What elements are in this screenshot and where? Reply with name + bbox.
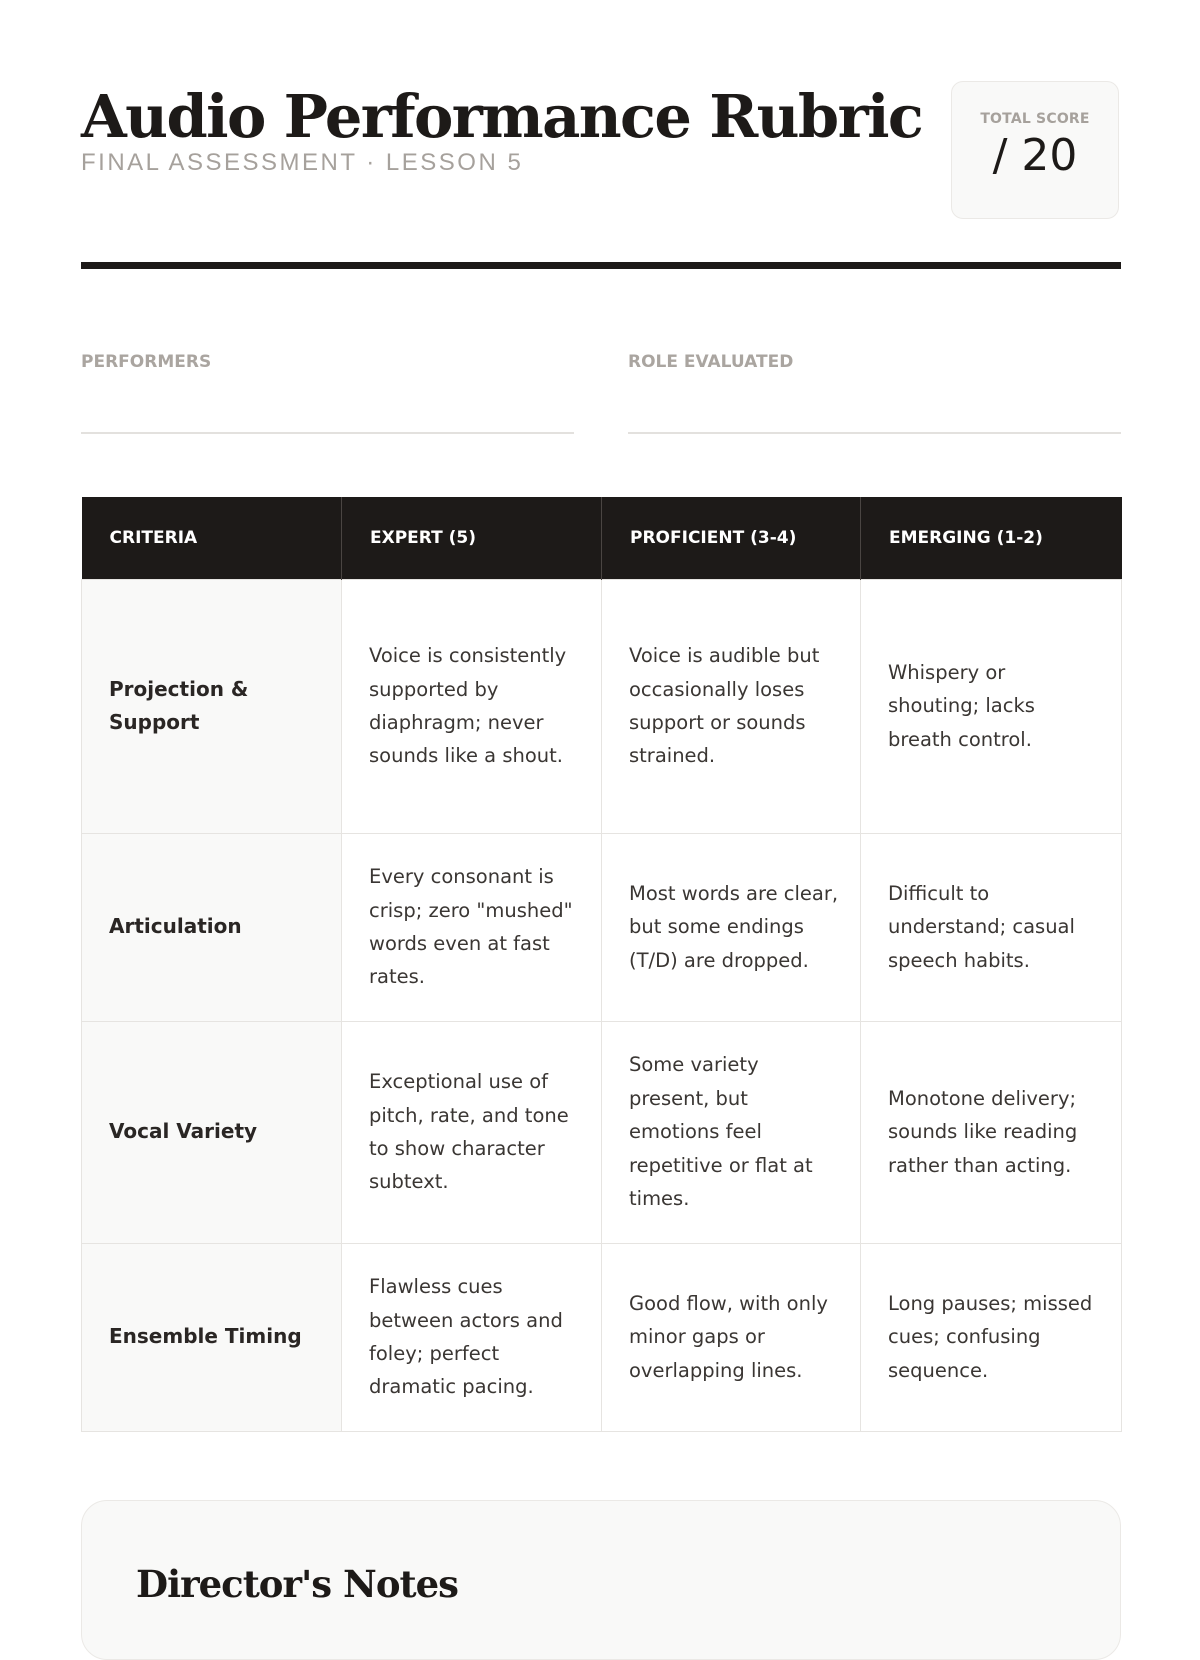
expert-cell: Every consonant is crisp; zero "mushed" words even at fast rates.	[342, 833, 602, 1021]
role-label: ROLE EVALUATED	[628, 352, 794, 372]
rubric-page	[81, 0, 1121, 1606]
criterion-cell: Projection & Support	[82, 579, 342, 833]
expert-cell: Voice is consistently supported by diaphragm; never sounds like a shout.	[342, 579, 602, 833]
table-row	[82, 579, 1122, 833]
page-title: Audio Performance Rubric	[81, 82, 923, 151]
table-row	[82, 1021, 1122, 1243]
proficient-cell: Some variety present, but emotions feel repetitive or flat at times.	[602, 1021, 861, 1243]
performers-field	[81, 350, 574, 434]
role-input[interactable]	[628, 402, 1121, 434]
directors-notes-title: Director's Notes	[136, 1562, 458, 1606]
total-score-box	[951, 81, 1119, 219]
rubric-table	[81, 497, 1122, 1432]
column-header-proficient: PROFICIENT (3-4)	[602, 497, 861, 579]
emerging-cell: Monotone delivery; sounds like reading rather than acting.	[861, 1021, 1122, 1243]
table-row	[82, 833, 1122, 1021]
criterion-cell: Vocal Variety	[82, 1021, 342, 1243]
total-score-value: / 20	[992, 130, 1078, 181]
emerging-cell: Whispery or shouting; lacks breath control.	[861, 579, 1122, 833]
criterion-cell: Ensemble Timing	[82, 1243, 342, 1431]
column-header-criteria: CRITERIA	[82, 497, 342, 579]
table-row	[82, 1243, 1122, 1431]
expert-cell: Exceptional use of pitch, rate, and tone to show character subtext.	[342, 1021, 602, 1243]
performers-input[interactable]	[81, 402, 574, 434]
expert-cell: Flawless cues between actors and foley; perfect dramatic pacing.	[342, 1243, 602, 1431]
emerging-cell: Difficult to understand; casual speech habits.	[861, 833, 1122, 1021]
proficient-cell: Most words are clear, but some endings (T/D) are dropped.	[602, 833, 861, 1021]
performers-label: PERFORMERS	[81, 352, 212, 372]
column-header-expert: EXPERT (5)	[342, 497, 602, 579]
column-header-emerging: EMERGING (1-2)	[861, 497, 1122, 579]
role-field	[628, 350, 1121, 434]
page-subtitle: FINAL ASSESSMENT · LESSON 5	[81, 149, 524, 176]
emerging-cell: Long pauses; missed cues; confusing sequence.	[861, 1243, 1122, 1431]
page-header	[81, 0, 1121, 268]
header-divider	[81, 262, 1121, 269]
proficient-cell: Voice is audible but occasionally loses support or sounds strained.	[602, 579, 861, 833]
info-fields	[81, 350, 1121, 430]
criterion-cell: Articulation	[82, 833, 342, 1021]
directors-notes-panel	[81, 1500, 1121, 1660]
table-header-row	[82, 497, 1122, 579]
proficient-cell: Good flow, with only minor gaps or overlapping lines.	[602, 1243, 861, 1431]
total-score-label: TOTAL SCORE	[980, 111, 1090, 127]
